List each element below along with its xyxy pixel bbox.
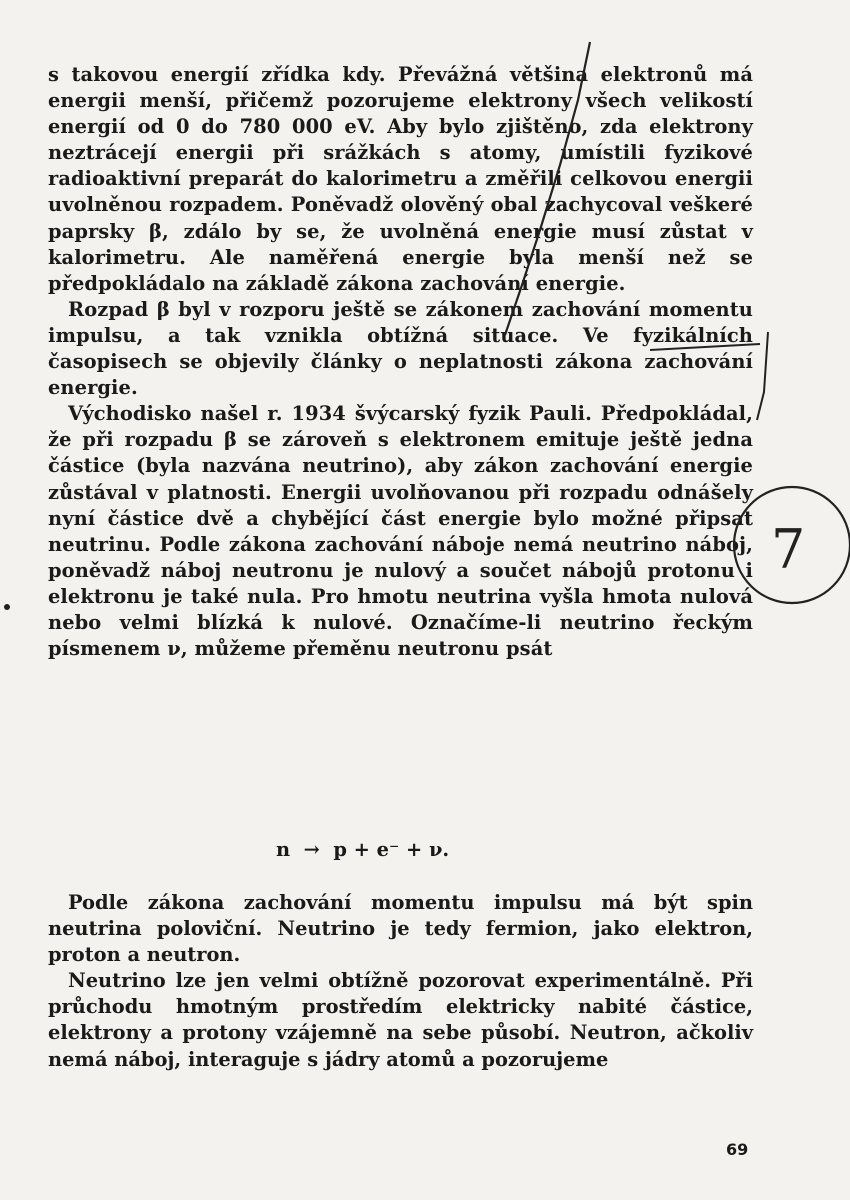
pen-bracket bbox=[757, 332, 768, 420]
paragraph-2: Rozpad β byl v rozporu ještě se zákonem zachování momentu impulsu, a tak vznikla obtížná situace. Ve fyzikálních časopisech se objevily články o neplatnosti zákona zachování energie. bbox=[48, 297, 753, 400]
paragraph-1: s takovou energií zřídka kdy. Převážná většina elektronů má energii menší, přičemž pozorujeme elektrony všech velikostí energií od 0 do 780 000 eV. Aby bylo zjištěno, zda elektrony neztrácejí energii při srážkách s atomy, umístili fyzikové radioaktivní preparát do kalorimetru a změřili celkovou energii uvolněnou rozpadem. Poněvadž olověný obal zachycoval veškeré paprsky β, zdálo by se, že uvolněná energie musí zůstat v kalorimetru. Ale naměřená energie byla menší než se předpokládalo na základě zákona zachování energie. bbox=[48, 63, 753, 295]
decay-equation: n → p + e⁻ + ν. bbox=[276, 838, 450, 861]
main-text-continued bbox=[48, 890, 753, 1073]
main-text bbox=[48, 62, 753, 662]
paragraph-3: Východisko našel r. 1934 švýcarský fyzik Pauli. Předpokládal, že při rozpadu β se zároveň s elektronem emituje ještě jedna částice (byla nazvána neutrino), aby zákon zachování energie zůstával v platnosti. Energii uvolňovanou při rozpadu odnášely nyní částice dvě a chybějící část energie bylo možné připsat neutrinu. Podle zákona zachování náboje nemá neutrino náboj, poněvadž náboj neutronu je nulový a součet nábojů protonu i elektronu je také nula. Pro hmotu neutrina vyšla hmota nulová nebo velmi blízká k nulové. Označíme-li neutrino řeckým písmenem ν, můžeme přeměnu neutronu psát bbox=[48, 402, 753, 661]
paragraph-4: Podle zákona zachování momentu impulsu má být spin neutrina poloviční. Neutrino je tedy fermion, jako elektron, proton a neutron. bbox=[48, 891, 753, 967]
paragraph-5: Neutrino lze jen velmi obtížně pozorovat experimentálně. Při průchodu hmotným prostředím elektricky nabité částice, elektrony a protony vzájemně na sebe působí. Neutron, ačkoliv nemá náboj, interaguje s jádry atomů a pozorujeme bbox=[48, 969, 753, 1071]
margin-dot bbox=[4, 604, 10, 610]
page-number: 69 bbox=[726, 1140, 749, 1159]
circled-number: 7 bbox=[771, 518, 806, 581]
